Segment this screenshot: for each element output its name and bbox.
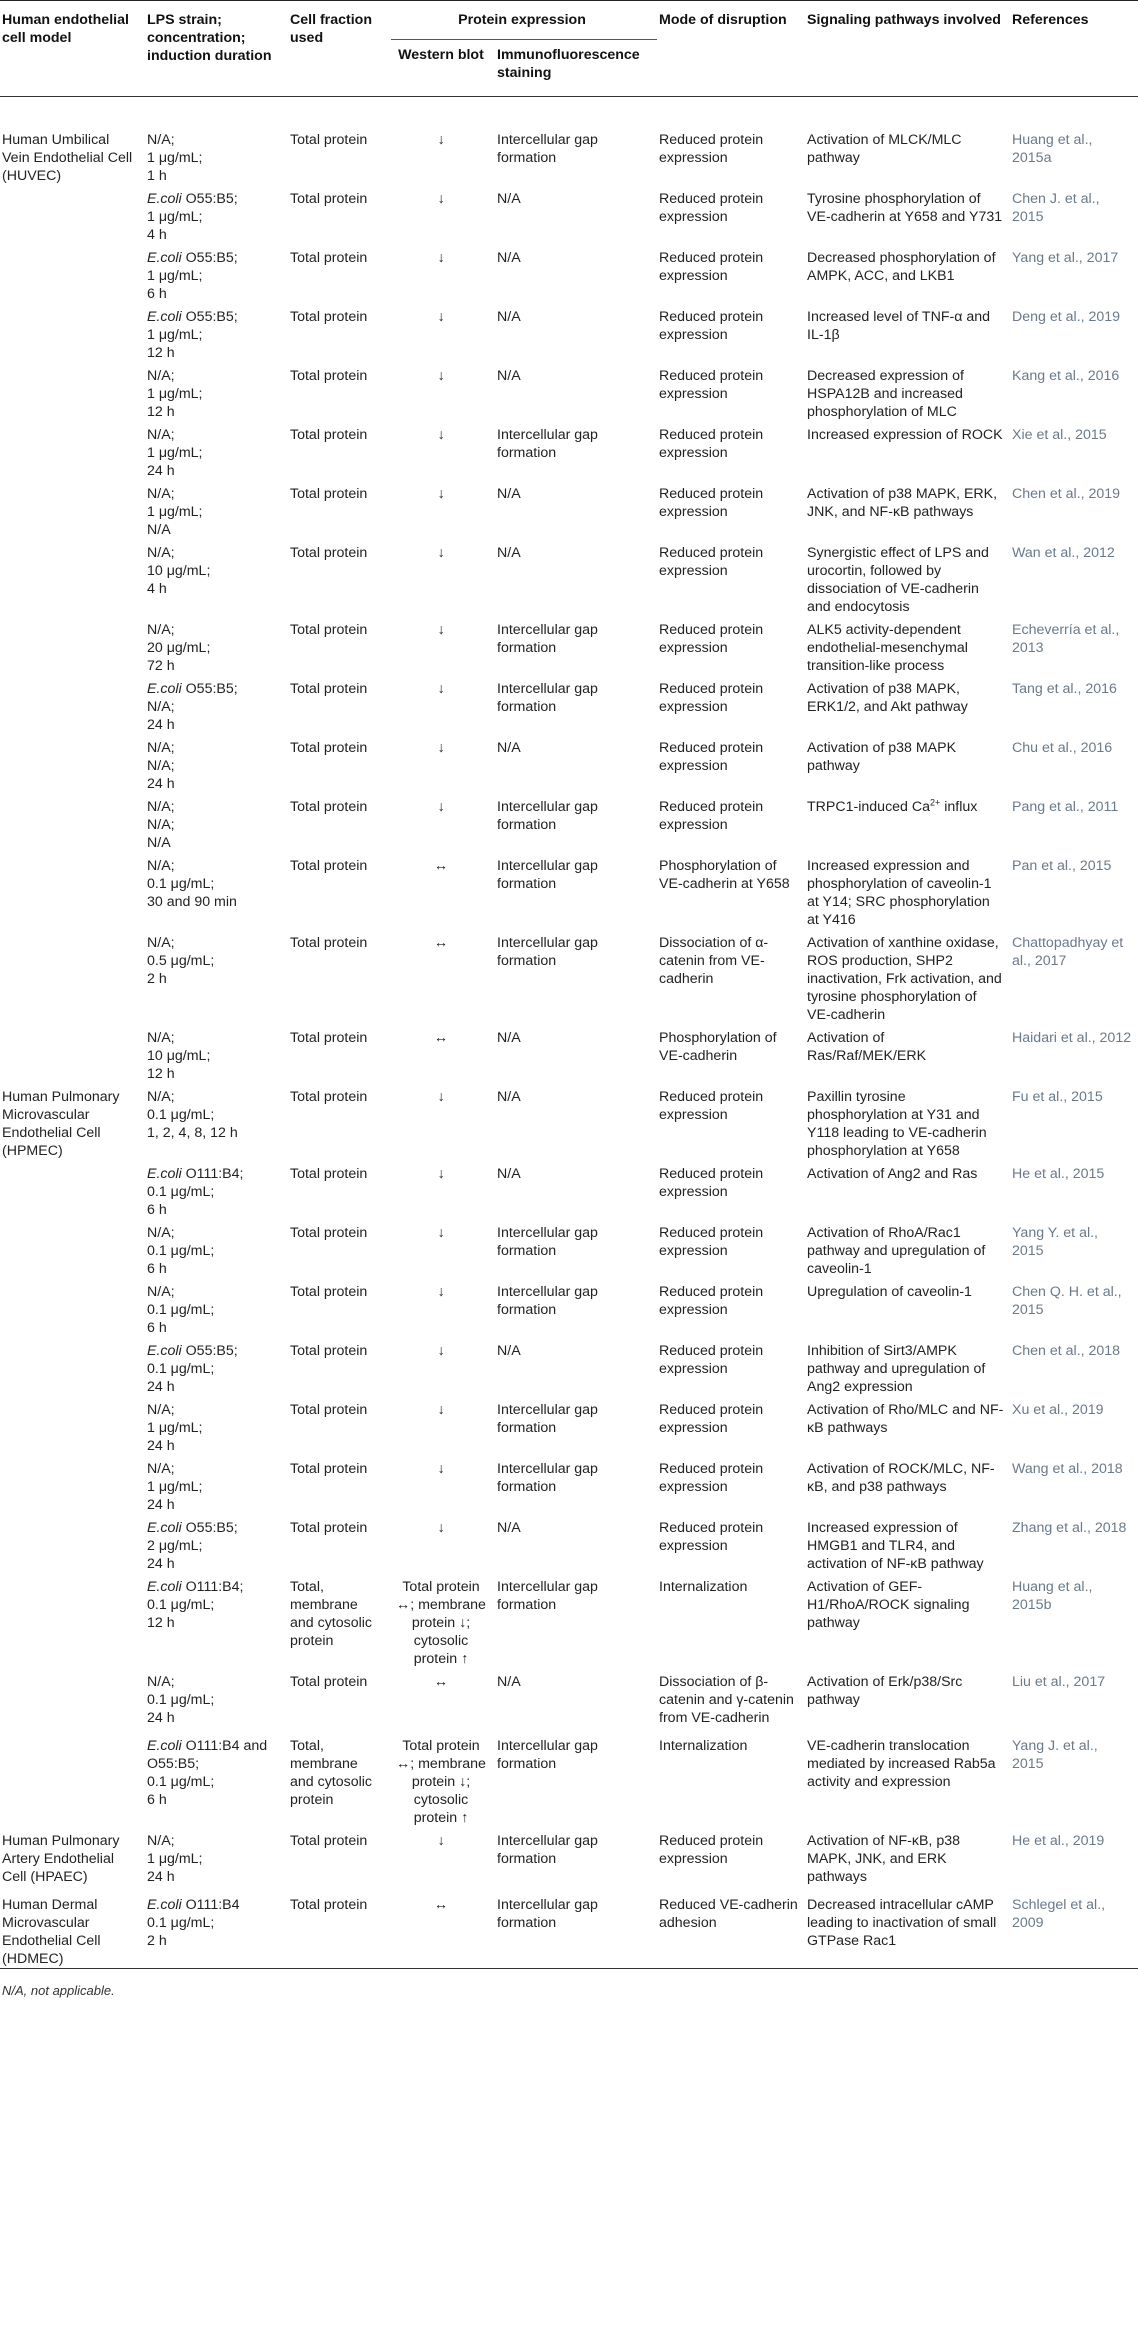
pathway-cell: Activation of MLCK/MLC pathway	[807, 132, 962, 166]
reference-cell: Chen et al., 2019	[1012, 486, 1121, 502]
reference-cell: Chen J. et al., 2015	[1012, 191, 1100, 225]
table-row	[0, 1455, 1138, 1514]
reference-cell: Pan et al., 2015	[1012, 858, 1112, 874]
reference-cell: Wang et al., 2018	[1012, 1461, 1123, 1477]
fraction-cell: Total protein	[290, 1030, 368, 1046]
fraction-cell: Total protein	[290, 368, 368, 384]
fraction-cell: Total, membrane and cytosolic protein	[290, 1579, 373, 1649]
cell-model	[0, 675, 145, 734]
immunofluorescence-cell: N/A	[497, 1030, 521, 1046]
mode-cell: Reduced protein expression	[659, 740, 764, 774]
mode-cell: Reduced protein expression	[659, 309, 764, 343]
mode-cell: Dissociation of α-catenin from VE-cadherin	[659, 935, 769, 987]
immunofluorescence-cell: Intercellular gap formation	[497, 681, 598, 715]
cell-model	[0, 1573, 145, 1668]
mode-cell: Reduced protein expression	[659, 427, 764, 461]
reference-cell: He et al., 2019	[1012, 1833, 1105, 1849]
mode-cell: Reduced protein expression	[659, 799, 764, 833]
immunofluorescence-cell: N/A	[497, 1089, 521, 1105]
reference-cell: Deng et al., 2019	[1012, 309, 1121, 325]
header-cell-model: Human endothelial cell model	[2, 12, 129, 46]
lps-cell: N/A; 0.5 μg/mL; 2 h	[147, 935, 215, 987]
reference-cell: Yang J. et al., 2015	[1012, 1738, 1098, 1772]
reference-cell: Schlegel et al., 2009	[1012, 1897, 1106, 1931]
cell-model	[0, 1219, 145, 1278]
mode-cell: Dissociation of β-catenin and γ-catenin from VE-cadherin	[659, 1674, 794, 1726]
table-row	[0, 1891, 1138, 1969]
western-blot-cell: ↓	[437, 1166, 445, 1182]
table-row	[0, 675, 1138, 734]
fraction-cell: Total protein	[290, 1520, 368, 1536]
table-row	[0, 616, 1138, 675]
header-fraction: Cell fraction used	[290, 12, 372, 46]
mode-cell: Internalization	[659, 1579, 748, 1595]
table-row	[0, 1219, 1138, 1278]
table-row	[0, 1668, 1138, 1732]
mode-cell: Reduced protein expression	[659, 368, 764, 402]
reference-cell: Huang et al., 2015b	[1012, 1579, 1093, 1613]
pathway-cell: Activation of p38 MAPK pathway	[807, 740, 957, 774]
reference-cell: Chattopadhyay et al., 2017	[1012, 935, 1124, 969]
reference-cell: Huang et al., 2015a	[1012, 132, 1093, 166]
pathway-cell: Activation of RhoA/Rac1 pathway and upregulation of caveolin-1	[807, 1225, 986, 1277]
pathway-cell: VE-cadherin translocation mediated by increased Rab5a activity and expression	[807, 1738, 996, 1790]
western-blot-cell: Total protein ↔; membrane protein ↓; cytosolic protein ↑	[396, 1579, 486, 1667]
mode-cell: Reduced protein expression	[659, 1166, 764, 1200]
immunofluorescence-cell: Intercellular gap formation	[497, 622, 598, 656]
pathway-cell: Synergistic effect of LPS and urocortin, followed by dissociation of VE-cadherin and endocytosis	[807, 545, 989, 615]
fraction-cell: Total protein	[290, 309, 368, 325]
western-blot-cell: ↓	[437, 368, 445, 384]
pathway-cell: Decreased expression of HSPA12B and increased phosphorylation of MLC	[807, 368, 964, 420]
lps-cell: N/A; 1 μg/mL; 24 h	[147, 1461, 203, 1513]
lps-cell: E.coli O111:B4; 0.1 μg/mL; 6 h	[147, 1166, 244, 1218]
table-body	[0, 97, 1138, 1969]
cell-model	[0, 1160, 145, 1219]
western-blot-cell: ↓	[437, 1833, 445, 1849]
reference-cell: Wan et al., 2012	[1012, 545, 1115, 561]
immunofluorescence-cell: Intercellular gap formation	[497, 427, 598, 461]
mode-cell: Reduced protein expression	[659, 1833, 764, 1867]
table-row	[0, 1573, 1138, 1668]
mode-cell: Reduced protein expression	[659, 1461, 764, 1495]
western-blot-cell: ↓	[437, 1225, 445, 1241]
lps-cell: N/A; 10 μg/mL; 12 h	[147, 1030, 211, 1082]
header-western-blot: Western blot	[398, 47, 484, 63]
western-blot-cell: ↓	[437, 250, 445, 266]
lps-cell: N/A; 1 μg/mL; 24 h	[147, 427, 203, 479]
mode-cell: Phosphorylation of VE-cadherin	[659, 1030, 777, 1064]
table-row	[0, 97, 1138, 186]
cell-model	[0, 244, 145, 303]
western-blot-cell: ↓	[437, 191, 445, 207]
cell-model: Human Pulmonary Artery Endothelial Cell (HPAEC)	[2, 1833, 120, 1885]
fraction-cell: Total protein	[290, 1897, 368, 1913]
reference-cell: Xu et al., 2019	[1012, 1402, 1104, 1418]
table-row	[0, 303, 1138, 362]
mode-cell: Reduced protein expression	[659, 681, 764, 715]
mode-cell: Reduced protein expression	[659, 1402, 764, 1436]
reference-cell: Xie et al., 2015	[1012, 427, 1107, 443]
mode-cell: Reduced protein expression	[659, 250, 764, 284]
lps-cell: N/A; 1 μg/mL; N/A	[147, 486, 203, 538]
cell-model	[0, 1732, 145, 1827]
western-blot-cell: ↔	[433, 1030, 449, 1046]
cell-model: Human Dermal Microvascular Endothelial Cell (HDMEC)	[2, 1897, 101, 1967]
pathway-cell: Increased expression of HMGB1 and TLR4, and activation of NF-κB pathway	[807, 1520, 984, 1572]
lps-cell: E.coli O55:B5; N/A; 24 h	[147, 681, 238, 733]
lps-cell: N/A; 0.1 μg/mL; 30 and 90 min	[147, 858, 237, 910]
reference-cell: Pang et al., 2011	[1012, 799, 1119, 815]
lps-cell: N/A; 0.1 μg/mL; 1, 2, 4, 8, 12 h	[147, 1089, 238, 1141]
cell-model	[0, 480, 145, 539]
pathway-cell: Activation of NF-κB, p38 MAPK, JNK, and ERK pathways	[807, 1833, 960, 1885]
lps-cell: N/A; 10 μg/mL; 4 h	[147, 545, 211, 597]
immunofluorescence-cell: N/A	[497, 368, 521, 384]
table-row	[0, 1083, 1138, 1160]
western-blot-cell: ↔	[433, 935, 449, 951]
fraction-cell: Total protein	[290, 545, 368, 561]
table-row	[0, 1827, 1138, 1891]
fraction-cell: Total protein	[290, 427, 368, 443]
lps-cell: N/A; 0.1 μg/mL; 6 h	[147, 1284, 215, 1336]
pathway-cell: Tyrosine phosphorylation of VE-cadherin at Y658 and Y731	[807, 191, 1003, 225]
lps-cell: E.coli O55:B5; 1 μg/mL; 6 h	[147, 250, 238, 302]
table-row	[0, 1514, 1138, 1573]
table-row	[0, 539, 1138, 616]
lps-cell: N/A; 1 μg/mL; 12 h	[147, 368, 203, 420]
lps-cell: N/A; 1 μg/mL; 24 h	[147, 1833, 203, 1885]
fraction-cell: Total protein	[290, 1833, 368, 1849]
pathway-cell: ALK5 activity-dependent endothelial-mesenchymal transition-like process	[807, 622, 968, 674]
lps-cell: E.coli O111:B4; 0.1 μg/mL; 12 h	[147, 1579, 244, 1631]
immunofluorescence-cell: N/A	[497, 545, 521, 561]
fraction-cell: Total protein	[290, 1402, 368, 1418]
reference-cell: Kang et al., 2016	[1012, 368, 1120, 384]
cell-model	[0, 303, 145, 362]
mode-cell: Internalization	[659, 1738, 748, 1754]
mode-cell: Reduced protein expression	[659, 132, 764, 166]
fraction-cell: Total protein	[290, 1089, 368, 1105]
fraction-cell: Total protein	[290, 799, 368, 815]
cell-model	[0, 929, 145, 1024]
header-pathways: Signaling pathways involved	[807, 12, 1001, 28]
header-immunofluorescence: Immunofluorescence staining	[497, 47, 640, 81]
western-blot-cell: ↔	[433, 858, 449, 874]
pathway-cell: Activation of Erk/p38/Src pathway	[807, 1674, 963, 1708]
immunofluorescence-cell: N/A	[497, 309, 521, 325]
pathway-cell: Decreased intracellular cAMP leading to inactivation of small GTPase Rac1	[807, 1897, 997, 1949]
lps-cell: N/A; 1 μg/mL; 24 h	[147, 1402, 203, 1454]
immunofluorescence-cell: Intercellular gap formation	[497, 1461, 598, 1495]
immunofluorescence-cell: Intercellular gap formation	[497, 1402, 598, 1436]
cell-model	[0, 734, 145, 793]
pathway-cell: Paxillin tyrosine phosphorylation at Y31 and Y118 leading to VE-cadherin phosphorylation at Y658	[807, 1089, 987, 1159]
mode-cell: Reduced protein expression	[659, 1225, 764, 1259]
immunofluorescence-cell: Intercellular gap formation	[497, 132, 598, 166]
mode-cell: Reduced protein expression	[659, 191, 764, 225]
cell-model	[0, 1337, 145, 1396]
fraction-cell: Total protein	[290, 191, 368, 207]
header-protein-expression: Protein expression	[391, 1, 657, 40]
lps-cell: N/A; 0.1 μg/mL; 24 h	[147, 1674, 215, 1726]
reference-cell: He et al., 2015	[1012, 1166, 1105, 1182]
western-blot-cell: ↓	[437, 740, 445, 756]
table-row	[0, 1160, 1138, 1219]
immunofluorescence-cell: N/A	[497, 1166, 521, 1182]
lps-cell: E.coli O55:B5; 2 μg/mL; 24 h	[147, 1520, 238, 1572]
reference-cell: Chen Q. H. et al., 2015	[1012, 1284, 1122, 1318]
western-blot-cell: ↓	[437, 309, 445, 325]
table-row	[0, 793, 1138, 852]
cell-model	[0, 362, 145, 421]
western-blot-cell: ↔	[433, 1897, 449, 1913]
pathway-cell: Activation of p38 MAPK, ERK1/2, and Akt pathway	[807, 681, 968, 715]
reference-cell: Liu et al., 2017	[1012, 1674, 1106, 1690]
immunofluorescence-cell: Intercellular gap formation	[497, 858, 598, 892]
immunofluorescence-cell: N/A	[497, 1343, 521, 1359]
cell-model	[0, 1396, 145, 1455]
mode-cell: Phosphorylation of VE-cadherin at Y658	[659, 858, 790, 892]
reference-cell: Yang et al., 2017	[1012, 250, 1119, 266]
table-row	[0, 1024, 1138, 1083]
lps-cell: E.coli O111:B4 and O55:B5; 0.1 μg/mL; 6 h	[147, 1738, 268, 1808]
pathway-cell: Increased expression and phosphorylation of caveolin-1 at Y14; SRC phosphorylation at Y416	[807, 858, 992, 928]
header-references: References	[1012, 12, 1089, 28]
pathway-cell: TRPC1-induced $Ca^{2+}$ influx	[807, 797, 978, 815]
pathway-cell: Activation of xanthine oxidase, ROS production, SHP2 inactivation, Frk activation, and tyrosine phosphorylation of VE-cadherin	[807, 935, 1002, 1023]
mode-cell: Reduced protein expression	[659, 1520, 764, 1554]
immunofluorescence-cell: Intercellular gap formation	[497, 1284, 598, 1318]
immunofluorescence-cell: N/A	[497, 191, 521, 207]
fraction-cell: Total protein	[290, 1284, 368, 1300]
immunofluorescence-cell: N/A	[497, 1520, 521, 1536]
fraction-cell: Total protein	[290, 1166, 368, 1182]
fraction-cell: Total protein	[290, 1343, 368, 1359]
reference-cell: Echeverría et al., 2013	[1012, 622, 1120, 656]
western-blot-cell: Total protein ↔; membrane protein ↓; cytosolic protein ↑	[396, 1738, 486, 1826]
reference-cell: Tang et al., 2016	[1012, 681, 1117, 697]
cell-model	[0, 1668, 145, 1732]
immunofluorescence-cell: N/A	[497, 1674, 521, 1690]
reference-cell: Yang Y. et al., 2015	[1012, 1225, 1098, 1259]
reference-cell: Chu et al., 2016	[1012, 740, 1113, 756]
fraction-cell: Total protein	[290, 486, 368, 502]
header-mode: Mode of disruption	[659, 12, 787, 28]
lps-cell: E.coli O111:B4 0.1 μg/mL; 2 h	[147, 1897, 240, 1949]
western-blot-cell: ↓	[437, 799, 445, 815]
table-row	[0, 734, 1138, 793]
cell-model	[0, 616, 145, 675]
fraction-cell: Total protein	[290, 1225, 368, 1241]
cell-model	[0, 539, 145, 616]
fraction-cell: Total protein	[290, 740, 368, 756]
immunofluorescence-cell: N/A	[497, 740, 521, 756]
fraction-cell: Total protein	[290, 1674, 368, 1690]
pathway-cell: Activation of Ras/Raf/MEK/ERK	[807, 1030, 927, 1064]
cell-model	[0, 1455, 145, 1514]
table-row	[0, 244, 1138, 303]
immunofluorescence-cell: Intercellular gap formation	[497, 1225, 598, 1259]
western-blot-cell: ↓	[437, 427, 445, 443]
pathway-cell: Increased expression of ROCK	[807, 427, 1003, 443]
fraction-cell: Total, membrane and cytosolic protein	[290, 1738, 373, 1808]
pathway-cell: Activation of ROCK/MLC, NF-κB, and p38 pathways	[807, 1461, 995, 1495]
cell-model: Human Umbilical Vein Endothelial Cell (HUVEC)	[2, 132, 133, 184]
pathway-cell: Activation of p38 MAPK, ERK, JNK, and NF-κB pathways	[807, 486, 998, 520]
lps-cell: E.coli O55:B5; 0.1 μg/mL; 24 h	[147, 1343, 238, 1395]
cell-model	[0, 421, 145, 480]
western-blot-cell: ↓	[437, 1343, 445, 1359]
western-blot-cell: ↓	[437, 132, 445, 148]
immunofluorescence-cell: Intercellular gap formation	[497, 1897, 598, 1931]
western-blot-cell: ↓	[437, 545, 445, 561]
immunofluorescence-cell: Intercellular gap formation	[497, 1579, 598, 1613]
table-row	[0, 929, 1138, 1024]
immunofluorescence-cell: Intercellular gap formation	[497, 799, 598, 833]
mode-cell: Reduced protein expression	[659, 1284, 764, 1318]
fraction-cell: Total protein	[290, 1461, 368, 1477]
cell-model	[0, 1024, 145, 1083]
western-blot-cell: ↓	[437, 1461, 445, 1477]
reference-cell: Fu et al., 2015	[1012, 1089, 1103, 1105]
table-row	[0, 480, 1138, 539]
table-row	[0, 362, 1138, 421]
cell-model	[0, 852, 145, 929]
immunofluorescence-cell: N/A	[497, 486, 521, 502]
immunofluorescence-cell: Intercellular gap formation	[497, 1738, 598, 1772]
fraction-cell: Total protein	[290, 681, 368, 697]
western-blot-cell: ↓	[437, 1089, 445, 1105]
mode-cell: Reduced protein expression	[659, 622, 764, 656]
lps-cell: N/A; 0.1 μg/mL; 6 h	[147, 1225, 215, 1277]
pathway-cell: Activation of Ang2 and Ras	[807, 1166, 978, 1182]
western-blot-cell: ↓	[437, 681, 445, 697]
fraction-cell: Total protein	[290, 935, 368, 951]
fraction-cell: Total protein	[290, 132, 368, 148]
immunofluorescence-cell: Intercellular gap formation	[497, 935, 598, 969]
mode-cell: Reduced protein expression	[659, 486, 764, 520]
pathway-cell: Activation of GEF-H1/RhoA/ROCK signaling pathway	[807, 1579, 970, 1631]
cell-model: Human Pulmonary Microvascular Endothelial Cell (HPMEC)	[2, 1089, 120, 1159]
lps-cell: E.coli O55:B5; 1 μg/mL; 4 h	[147, 191, 238, 243]
fraction-cell: Total protein	[290, 250, 368, 266]
header-lps: LPS strain; concentration; induction duration	[147, 12, 272, 64]
fraction-cell: Total protein	[290, 622, 368, 638]
lps-cell: N/A; 1 μg/mL; 1 h	[147, 132, 203, 184]
mode-cell: Reduced protein expression	[659, 1343, 764, 1377]
lps-cell: N/A; 20 μg/mL; 72 h	[147, 622, 211, 674]
reference-cell: Chen et al., 2018	[1012, 1343, 1121, 1359]
lps-cell: N/A; N/A; 24 h	[147, 740, 175, 792]
cell-model	[0, 185, 145, 244]
reference-cell: Zhang et al., 2018	[1012, 1520, 1127, 1536]
lps-cell: N/A; N/A; N/A	[147, 799, 175, 851]
table-row	[0, 421, 1138, 480]
table-row	[0, 852, 1138, 929]
cell-model	[0, 793, 145, 852]
western-blot-cell: ↓	[437, 1520, 445, 1536]
table-footnote: N/A, not applicable.	[2, 1983, 115, 1998]
lps-cell: E.coli O55:B5; 1 μg/mL; 12 h	[147, 309, 238, 361]
table-row	[0, 1278, 1138, 1337]
pathway-cell: Upregulation of caveolin-1	[807, 1284, 972, 1300]
mode-cell: Reduced protein expression	[659, 545, 764, 579]
pathway-cell: Inhibition of Sirt3/AMPK pathway and upregulation of Ang2 expression	[807, 1343, 986, 1395]
mode-cell: Reduced VE-cadherin adhesion	[659, 1897, 798, 1931]
western-blot-cell: ↓	[437, 622, 445, 638]
western-blot-cell: ↓	[437, 1284, 445, 1300]
immunofluorescence-cell: Intercellular gap formation	[497, 1833, 598, 1867]
western-blot-cell: ↓	[437, 1402, 445, 1418]
pathway-cell: Activation of Rho/MLC and NF-κB pathways	[807, 1402, 1004, 1436]
mode-cell: Reduced protein expression	[659, 1089, 764, 1123]
fraction-cell: Total protein	[290, 858, 368, 874]
table-header	[0, 1, 1138, 97]
table-row	[0, 1337, 1138, 1396]
table-row	[0, 185, 1138, 244]
table-row	[0, 1396, 1138, 1455]
cell-model	[0, 1514, 145, 1573]
immunofluorescence-cell: N/A	[497, 250, 521, 266]
pathway-cell: Increased level of TNF-α and IL-1β	[807, 309, 991, 343]
table-row	[0, 1732, 1138, 1827]
western-blot-cell: ↓	[437, 486, 445, 502]
cell-model	[0, 1278, 145, 1337]
pathway-cell: Decreased phosphorylation of AMPK, ACC, and LKB1	[807, 250, 996, 284]
reference-cell: Haidari et al., 2012	[1012, 1030, 1132, 1046]
western-blot-cell: ↔	[433, 1674, 449, 1690]
